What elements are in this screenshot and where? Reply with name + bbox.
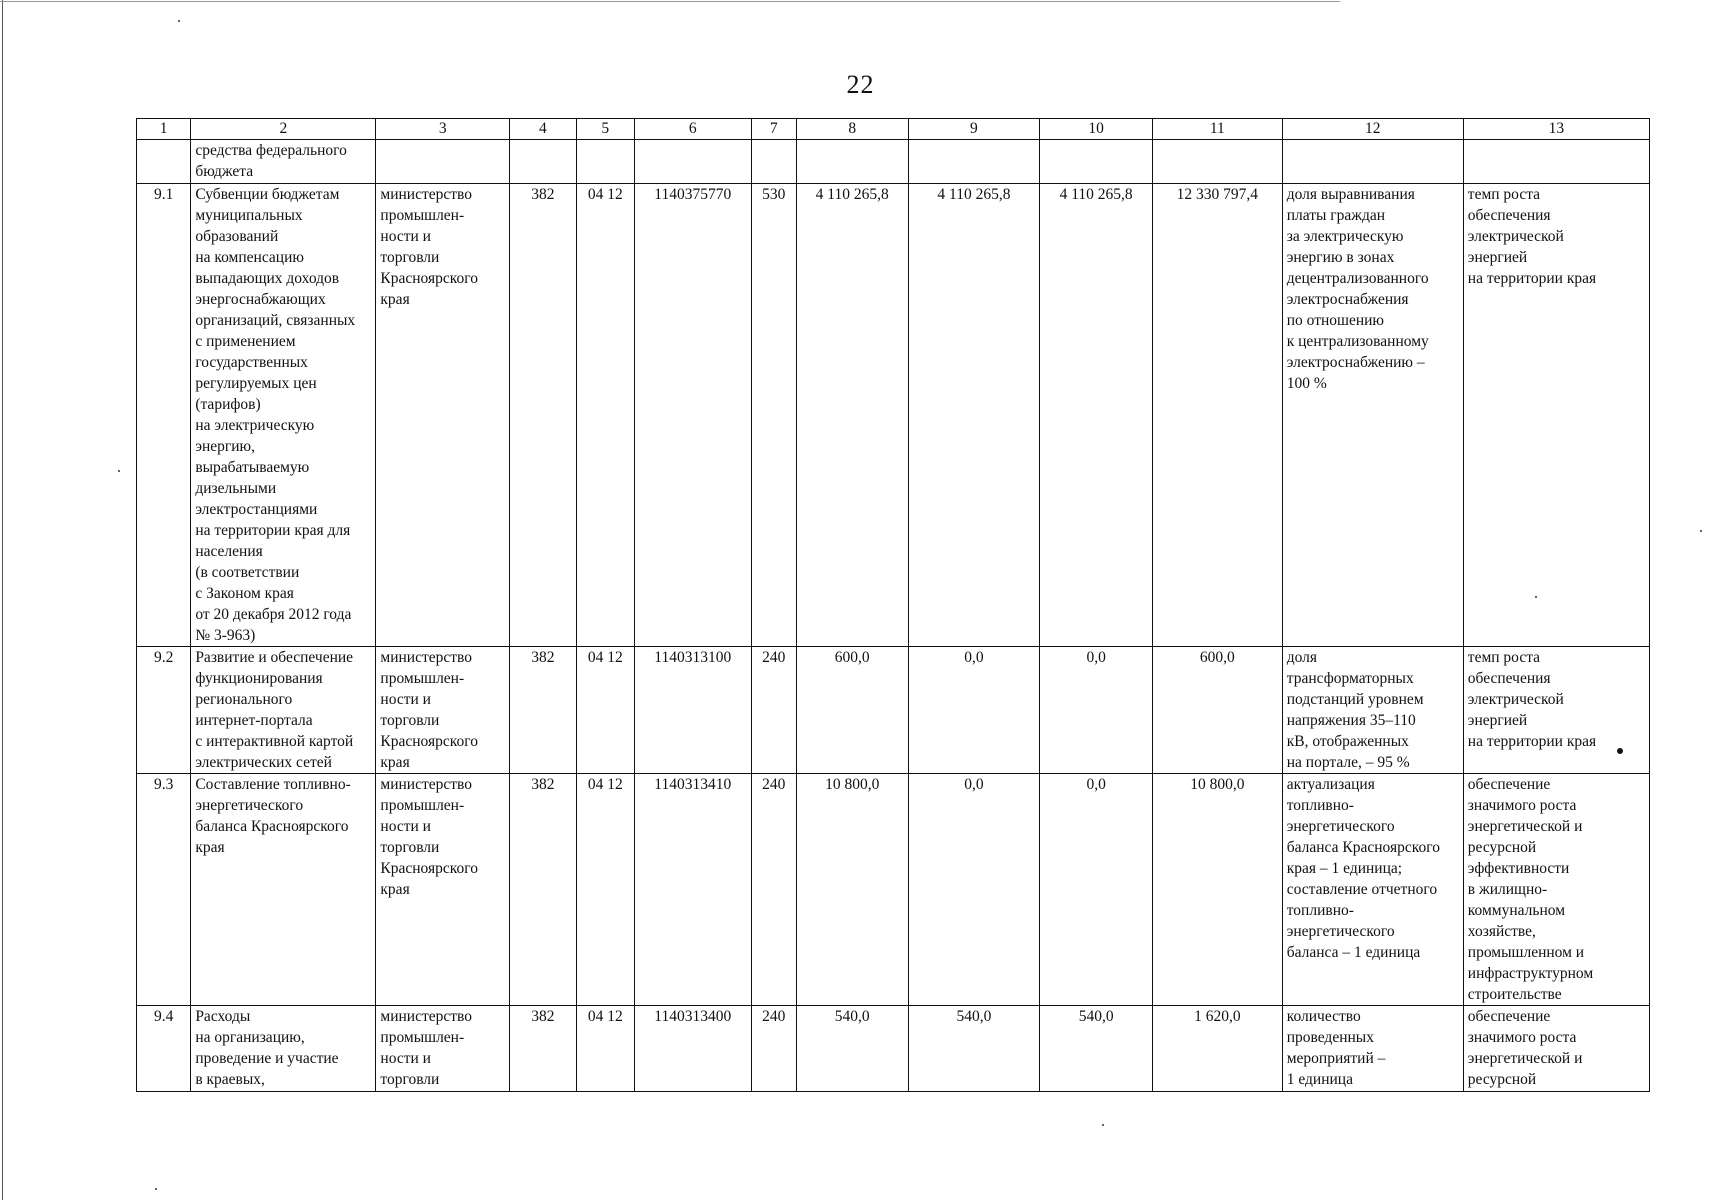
indicator-link: обеспечение значимого роста энергетической и ресурсной эффективности в жилищно- коммунальном хозяйстве, промышленном и инфраструктурном строительстве (1463, 774, 1649, 1006)
grbs-code (510, 140, 576, 184)
measure-name: Составление топливно- энергетического баланса Красноярского края (191, 774, 376, 1006)
col-number: 13 (1463, 119, 1649, 140)
measure-name: Развитие и обеспечение функционирования регионального интернет-портала с интерактивной картой электрических сетей (191, 647, 376, 774)
amount-year-3: 0,0 (1040, 647, 1153, 774)
expected-result: доля выравнивания платы граждан за электрическую энергию в зонах децентрализованного электроснабжения по отношению к централизованному электроснабжению – 100 % (1282, 184, 1463, 647)
program-measures-table (136, 118, 1650, 1092)
expense-type-code: 240 (751, 1006, 796, 1092)
page-number: 22 (846, 70, 875, 99)
scan-speck (1535, 596, 1537, 598)
table-row (137, 184, 1650, 647)
indicator-link: темп роста обеспечения электрической энергией на территории края (1463, 647, 1649, 774)
col-number: 2 (191, 119, 376, 140)
amount-year-3 (1040, 140, 1153, 184)
col-number: 6 (634, 119, 751, 140)
amount-year-1 (796, 140, 908, 184)
amount-total: 12 330 797,4 (1152, 184, 1282, 647)
expense-type-code: 530 (751, 184, 796, 647)
expected-result: доля трансформаторных подстанций уровнем напряжения 35–110 кВ, отображенных на портале, – 95 % (1282, 647, 1463, 774)
indicator-link (1463, 140, 1649, 184)
amount-year-3: 0,0 (1040, 774, 1153, 1006)
executor: министерство промышлен- ности и торговли Красноярского края (376, 184, 510, 647)
col-number: 8 (796, 119, 908, 140)
expected-result: актуализация топливно- энергетического баланса Красноярского края – 1 единица; составление отчетного топливно- энергетического баланса – 1 единица (1282, 774, 1463, 1006)
col-number: 5 (576, 119, 634, 140)
row-number (137, 140, 191, 184)
amount-year-2: 0,0 (908, 774, 1040, 1006)
table-row (137, 140, 1650, 184)
table-row (137, 1006, 1650, 1092)
col-number: 12 (1282, 119, 1463, 140)
grbs-code: 382 (510, 1006, 576, 1092)
col-number: 10 (1040, 119, 1153, 140)
row-number: 9.1 (137, 184, 191, 647)
amount-total (1152, 140, 1282, 184)
amount-year-1: 600,0 (796, 647, 908, 774)
amount-year-1: 10 800,0 (796, 774, 908, 1006)
expense-type-code: 240 (751, 647, 796, 774)
ink-dot (1617, 748, 1623, 754)
col-number: 4 (510, 119, 576, 140)
section-code: 04 12 (576, 774, 634, 1006)
measure-name: Расходы на организацию, проведение и участие в краевых, (191, 1006, 376, 1092)
amount-year-2: 540,0 (908, 1006, 1040, 1092)
scan-speck (1102, 1124, 1104, 1126)
target-article-code: 1140375770 (634, 184, 751, 647)
col-number: 9 (908, 119, 1040, 140)
grbs-code: 382 (510, 647, 576, 774)
scan-edge-left (2, 0, 3, 1200)
amount-year-2: 0,0 (908, 647, 1040, 774)
amount-year-1: 4 110 265,8 (796, 184, 908, 647)
scan-speck (178, 20, 180, 22)
grbs-code: 382 (510, 774, 576, 1006)
amount-year-2 (908, 140, 1040, 184)
col-number: 7 (751, 119, 796, 140)
amount-year-2: 4 110 265,8 (908, 184, 1040, 647)
target-article-code: 1140313410 (634, 774, 751, 1006)
scan-speck (118, 470, 120, 472)
section-code (576, 140, 634, 184)
scan-edge-top (0, 1, 1340, 2)
section-code: 04 12 (576, 647, 634, 774)
measure-name: Субвенции бюджетам муниципальных образований на компенсацию выпадающих доходов энергоснабжающих организаций, связанных с применением государственных регулируемых цен (тарифов) на электрическую энергию, вырабатываемую дизельными электростанциями на территории края для населения (в соответствии с Законом края от 20 декабря 2012 года № 3-963) (191, 184, 376, 647)
row-number: 9.4 (137, 1006, 191, 1092)
expected-result (1282, 140, 1463, 184)
indicator-link: обеспечение значимого роста энергетической и ресурсной (1463, 1006, 1649, 1092)
col-number: 1 (137, 119, 191, 140)
indicator-link: темп роста обеспечения электрической энергией на территории края (1463, 184, 1649, 647)
col-number: 11 (1152, 119, 1282, 140)
target-article-code: 1140313400 (634, 1006, 751, 1092)
expense-type-code: 240 (751, 774, 796, 1006)
executor: министерство промышлен- ности и торговли Красноярского края (376, 774, 510, 1006)
amount-total: 1 620,0 (1152, 1006, 1282, 1092)
row-number: 9.3 (137, 774, 191, 1006)
amount-total: 600,0 (1152, 647, 1282, 774)
target-article-code (634, 140, 751, 184)
col-number: 3 (376, 119, 510, 140)
target-article-code: 1140313100 (634, 647, 751, 774)
expected-result: количество проведенных мероприятий – 1 единица (1282, 1006, 1463, 1092)
table-row (137, 774, 1650, 1006)
grbs-code: 382 (510, 184, 576, 647)
measure-name: средства федерального бюджета (191, 140, 376, 184)
row-number: 9.2 (137, 647, 191, 774)
section-code: 04 12 (576, 184, 634, 647)
amount-year-1: 540,0 (796, 1006, 908, 1092)
column-number-row (137, 119, 1650, 140)
table-row (137, 647, 1650, 774)
amount-total: 10 800,0 (1152, 774, 1282, 1006)
section-code: 04 12 (576, 1006, 634, 1092)
amount-year-3: 540,0 (1040, 1006, 1153, 1092)
executor: министерство промышлен- ности и торговли Красноярского края (376, 647, 510, 774)
executor: министерство промышлен- ности и торговли (376, 1006, 510, 1092)
scan-speck (155, 1188, 157, 1190)
executor (376, 140, 510, 184)
scan-speck (1700, 530, 1702, 532)
amount-year-3: 4 110 265,8 (1040, 184, 1153, 647)
expense-type-code (751, 140, 796, 184)
